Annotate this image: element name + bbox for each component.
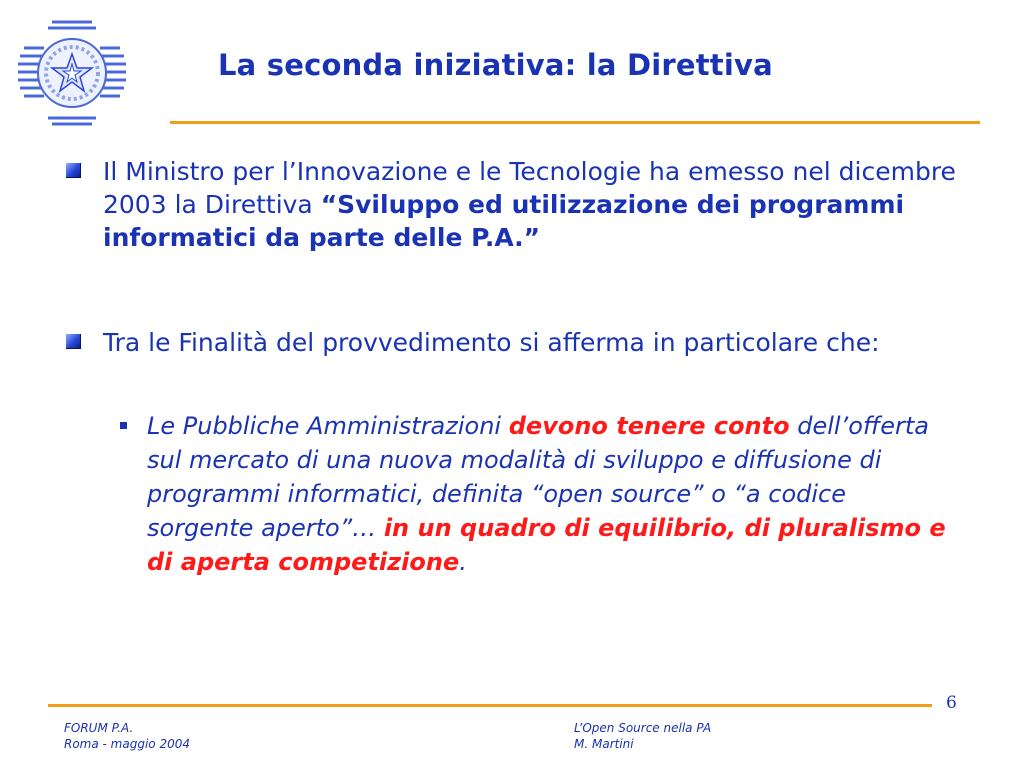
bullet-directive [103,155,973,254]
sub-bullet-emphasis-2: in un quadro di equilibrio, di pluralismo e di aperta competizione [147,514,946,576]
bullet-directive-text: Il Ministro per l’Innovazione e le Tecnologie ha emesso nel dicembre 2003 la Direttiva [103,157,956,219]
footer-left [64,720,190,752]
sub-bullet-emphasis-1: devono tenere conto [508,412,790,440]
republic-emblem-logo [16,18,128,130]
page-number: 6 [946,693,957,713]
footer-event: FORUM P.A. [64,721,134,735]
sub-bullet-end: . [459,548,467,576]
title-divider [170,121,980,124]
bullet-purposes [103,326,973,359]
slide-title: La seconda iniziativa: la Direttiva [218,48,773,82]
bullet-directive-title: “Sviluppo ed utilizzazione dei programmi informatici da parte delle P.A.” [103,190,905,252]
footer-place-date: Roma - maggio 2004 [64,737,190,751]
footer-author: M. Martini [574,737,634,751]
sub-bullet-part3: dell’offerta sul mercato di una nuova modalità di sviluppo e diffusione di programmi informatici, definita “open source” o “a codice sorgente aperto”… [147,412,929,542]
footer-talk-title: L’Open Source nella PA [574,721,712,735]
square-bullet-icon [66,163,81,178]
footer-right [574,720,711,752]
footer-divider [48,704,932,707]
small-square-bullet-icon [120,422,127,429]
square-bullet-icon [66,334,81,349]
sub-bullet-quote [147,409,947,579]
sub-bullet-part1: Le Pubbliche Amministrazioni [147,412,509,440]
bullet-purposes-text: Tra le Finalità del provvedimento si afferma in particolare che: [103,328,880,357]
